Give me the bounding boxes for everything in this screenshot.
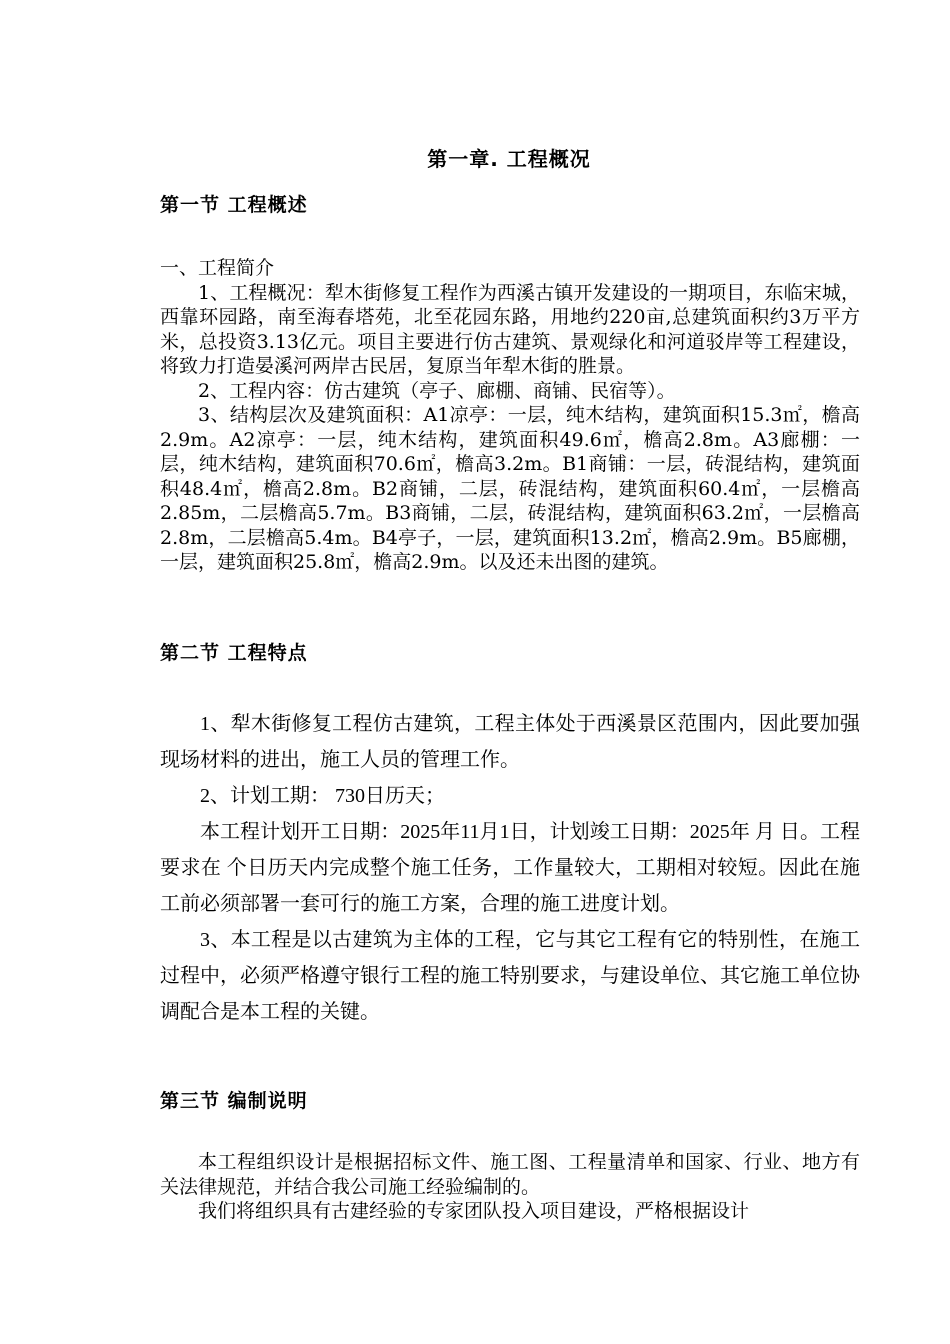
paragraph-project-overview: 1、工程概况：犁木街修复工程作为西溪古镇开发建设的一期项目，东临宋城，西靠环园路，南至海春塔苑，北至花园东路，用地约220亩,总建筑面积约3万平方米，总投资3.13亿元。项目主要进行仿古建筑、景观绿化和河道驳岸等工程建设，将致力打造晏溪河两岸古民居，复原当年犁木街的胜景。 [160, 281, 860, 377]
chapter-title: 第一章. 工程概况 [427, 147, 591, 171]
paragraph-feature-location: 1、犁木街修复工程仿古建筑，工程主体处于西溪景区范围内，因此要加强现场材料的进出，施工人员的管理工作。 [160, 713, 860, 771]
paragraph-planned-duration: 2、计划工期： 730日历天； [200, 785, 445, 807]
paragraph-special-requirements: 3、本工程是以古建筑为主体的工程，它与其它工程有它的特别性，在施工过程中，必须严格遵守银行工程的施工特别要求，与建设单位、其它施工单位协调配合是本工程的关键。 [160, 929, 860, 1023]
paragraph-project-content: 2、工程内容：仿古建筑（亭子、廊棚、商铺、民宿等）。 [198, 379, 676, 402]
paragraph-compilation-basis: 本工程组织设计是根据招标文件、施工图、工程量清单和国家、行业、地方有关法律规范，并结合我公司施工经验编制的。 [160, 1151, 860, 1198]
section-compilation-body [160, 1150, 860, 1224]
section-features-body [160, 706, 860, 1030]
paragraph-schedule: 本工程计划开工日期：2025年11月1日，计划竣工日期：2025年 月 日。工程要求在 个日历天内完成整个施工任务，工作量较大，工期相对较短。因此在施工前必须部署一套可行的施工方案，合理的施工进度计划。 [160, 821, 860, 915]
section-title-overview: 第一节 工程概述 [160, 194, 308, 216]
paragraph-structure-area: 3、结构层次及建筑面积：A1凉亭：一层，纯木结构，建筑面积15.3㎡，檐高2.9m。A2凉亭：一层，纯木结构，建筑面积49.6㎡，檐高2.8m。A3廊棚：一层，纯木结构，建筑面积70.6㎡，檐高3.2m。B1商铺：一层，砖混结构，建筑面积48.4㎡，檐高2.8m。B2商铺，二层，砖混结构，建筑面积60.4㎡，一层檐高2.85m，二层檐高5.7m。B3商铺，二层，砖混结构，建筑面积63.2㎡，一层檐高2.8m，二层檐高5.4m。B4亭子，一层，建筑面积13.2㎡，檐高2.9m。B5廊棚，一层，建筑面积25.8㎡，檐高2.9m。以及还未出图的建筑。 [160, 404, 860, 573]
subheading-project-intro: 一、工程简介 [160, 257, 275, 279]
section-title-features: 第二节 工程特点 [160, 642, 308, 664]
paragraph-expert-team: 我们将组织具有古建经验的专家团队投入项目建设，严格根据设计 [198, 1200, 750, 1222]
section-title-compilation: 第三节 编制说明 [160, 1090, 308, 1112]
section-overview-body [160, 256, 860, 575]
